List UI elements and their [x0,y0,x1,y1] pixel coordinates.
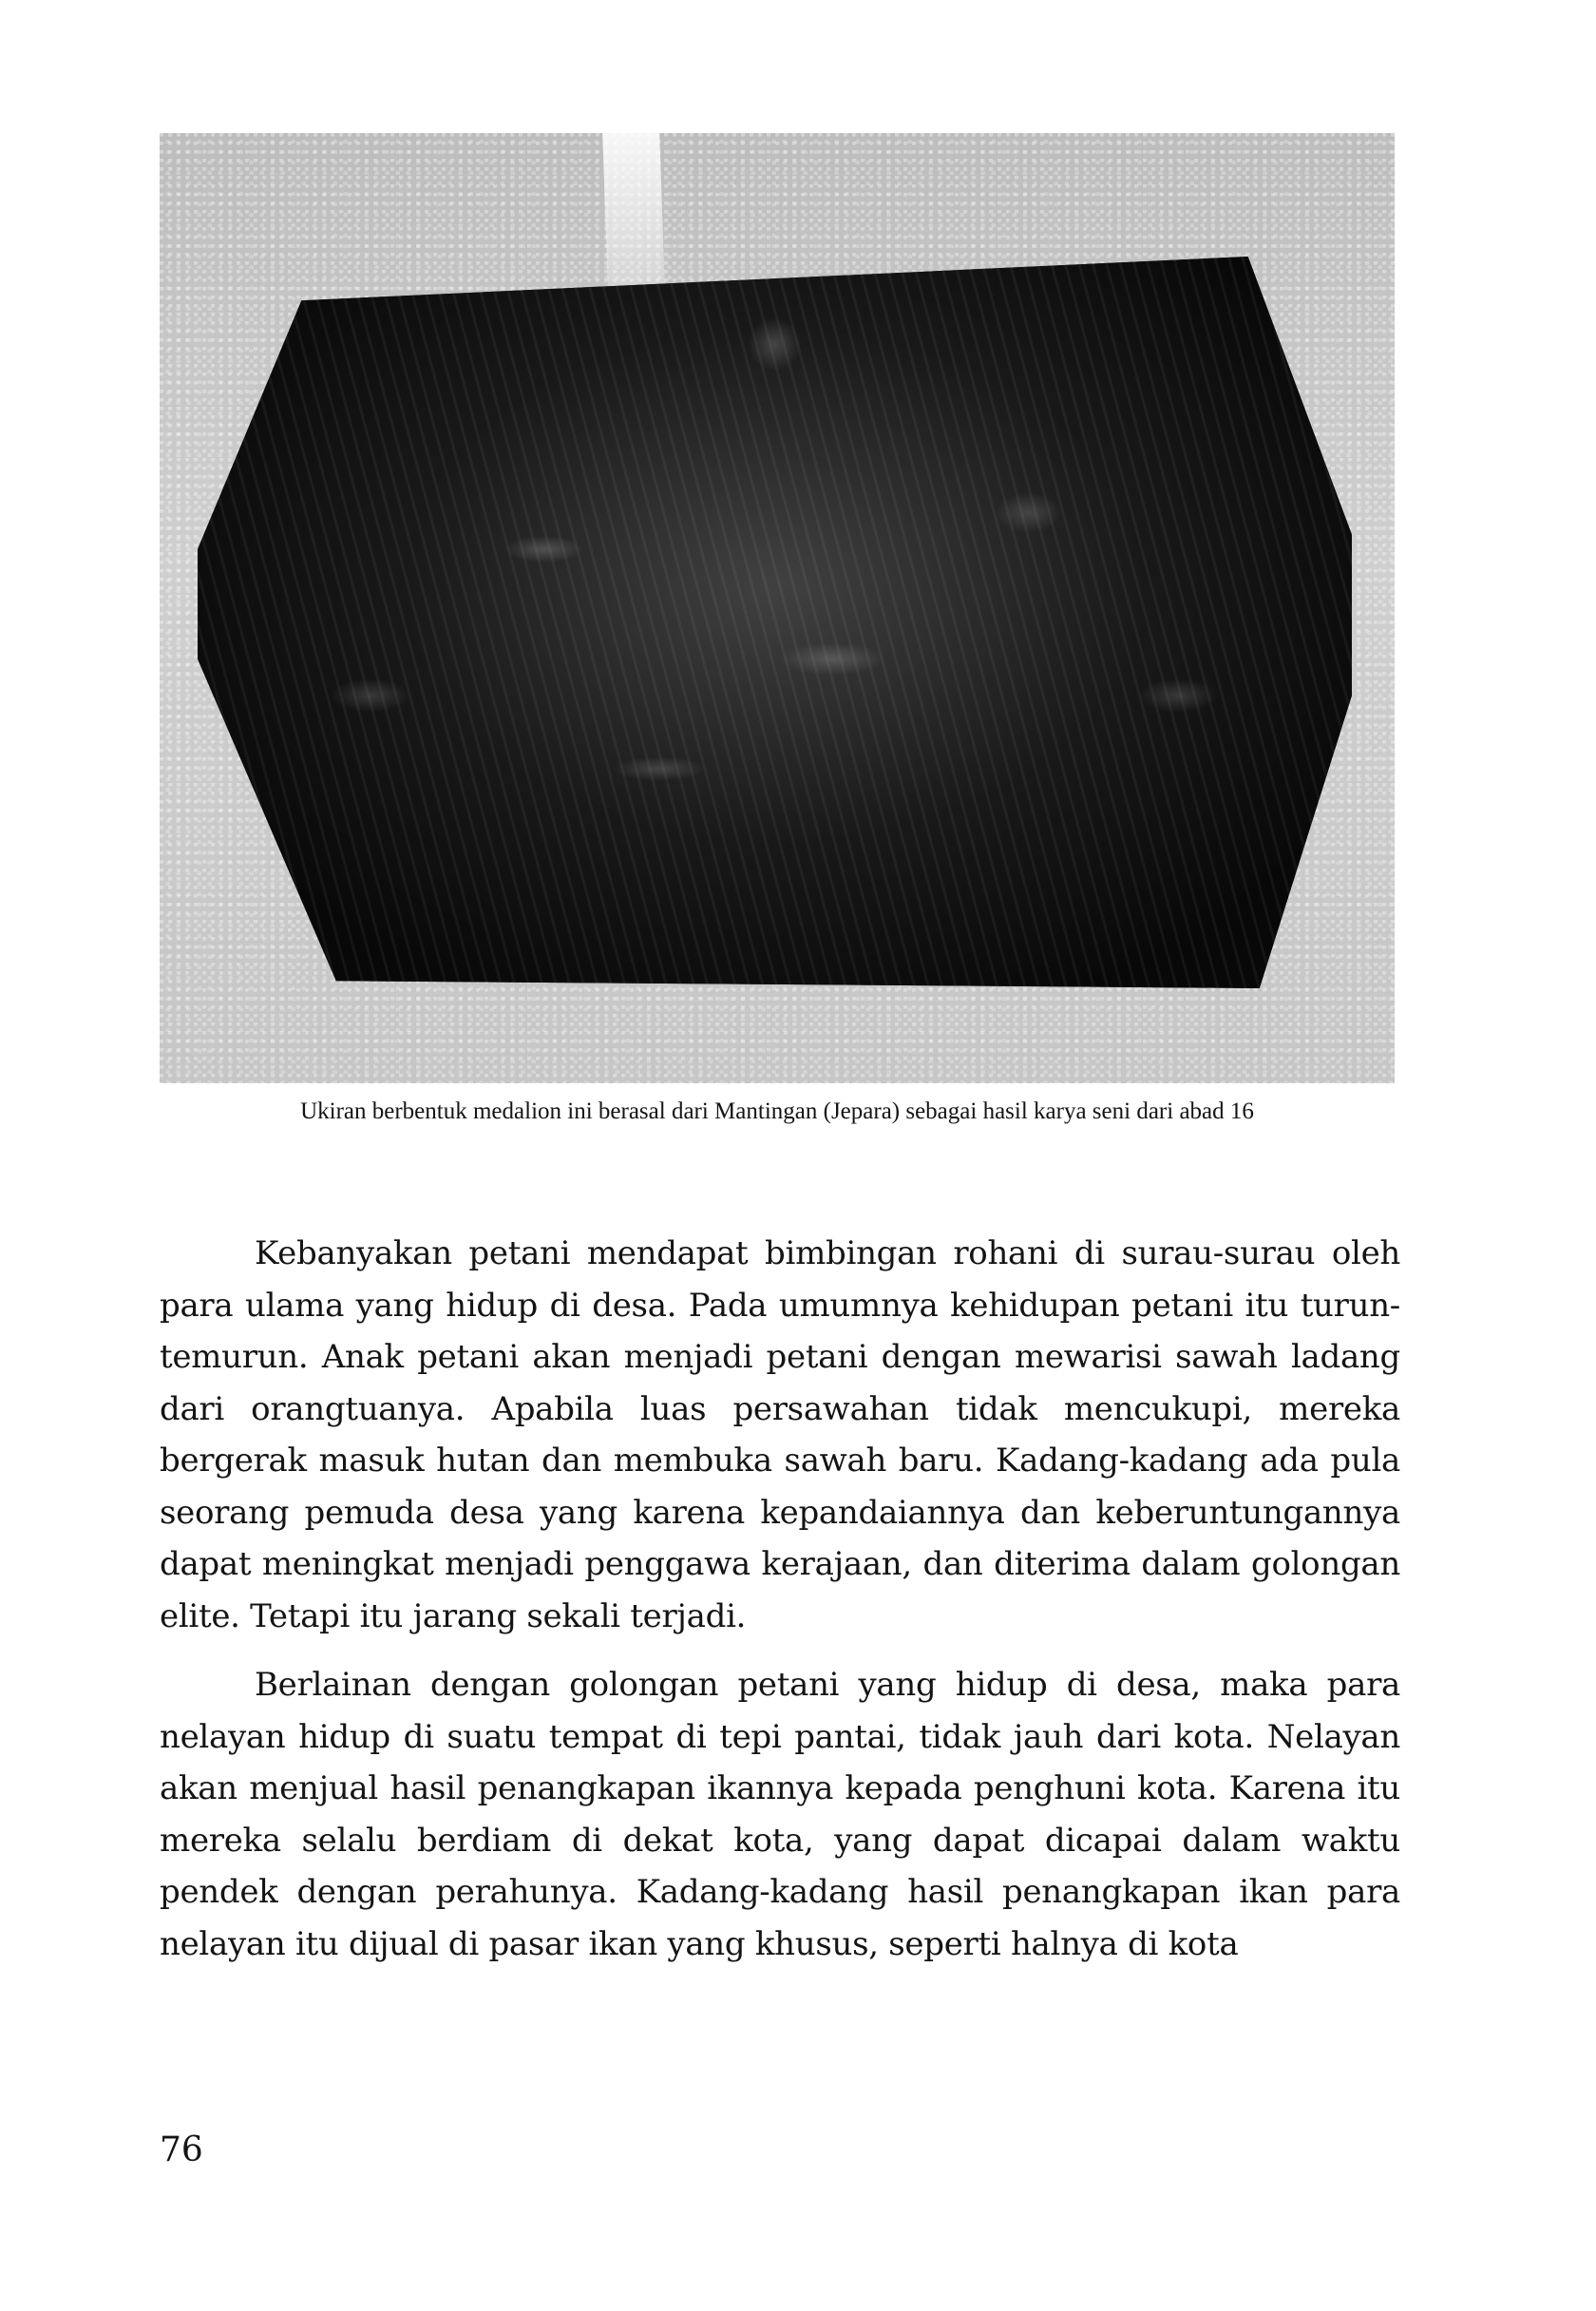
carved-medallion-photo [160,133,1395,1083]
paragraph-1: Kebanyakan petani mendapat bimbingan rohani di surau-surau oleh para ulama yang hidup di desa. Pada umumnya kehidupan petani itu turun-temurun. Anak petani akan menjadi petani dengan mewarisi sawah ladang dari orangtuanya. Apabila luas persawahan tidak mencukupi, mereka bergerak masuk hutan dan membuka sawah baru. Kadang-kadang ada pula seorang pemuda desa yang karena kepandaiannya dan keberuntungannya dapat meningkat menjadi penggawa kerajaan, dan diterima dalam golongan elite. Tetapi itu jarang sekali terjadi. [160,1234,1400,1635]
paragraph-2: Berlainan dengan golongan petani yang hidup di desa, maka para nelayan hidup di suatu tempat di tepi pantai, tidak jauh dari kota. Nelayan akan menjual hasil penangkapan ikannya kepada penghuni kota. Karena itu mereka selalu berdiam di dekat kota, yang dapat dicapai dalam waktu pendek dengan perahunya. Kadang-kadang hasil penangkapan ikan para nelayan itu dijual di pasar ikan yang khusus, seperti halnya di kota [160,1666,1400,1963]
page-number: 76 [160,2130,203,2169]
body-text [160,1228,1400,1987]
figure-caption: Ukiran berbentuk medalion ini berasal dari Mantingan (Jepara) sebagai hasil karya seni dari abad 16 [300,1098,1254,1124]
medallion-carving [198,257,1352,988]
